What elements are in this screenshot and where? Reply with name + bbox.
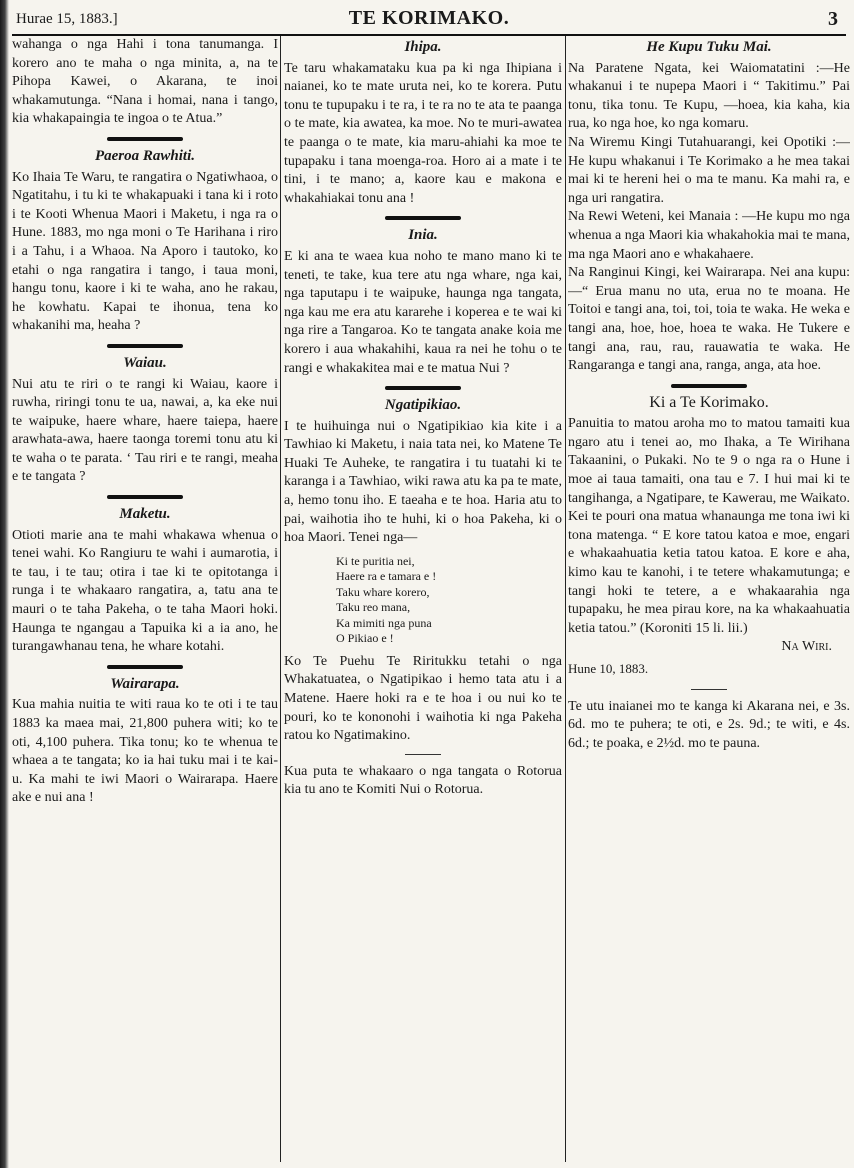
notice-date: Hune 10, 1883. <box>568 661 649 676</box>
section-title-inia: Inia. <box>408 227 438 244</box>
section-divider <box>12 493 278 501</box>
section-divider <box>12 663 278 671</box>
lament-poem <box>336 554 562 647</box>
article-paeroa-rawhiti: Ko Ihaia Te Waru, te rangatira o Ngatiwhaoa, o Ngatitahu, i tu ki te whakapuaki i tana ki i roto i te Kooti Whenua Maori i Maketu, i nga ra o Hune. 1883, mo nga moni o Te Harihana i riro i a Tahu, i a Whaoa. Na Aporo i tautoko, ko etahi o nga rangatira i tango, i taua moni, hangu tonu, kaore i ki te waha, ano he rakau, he kowhatu. Kapai te ihonua, tena ko whakanihi ma, heaha ? <box>12 169 278 334</box>
column-3 <box>568 36 850 1162</box>
section-divider <box>12 342 278 350</box>
letter-paratene-ngata: Na Paratene Ngata, kei Waiomatatini :—He whakanui i te nupepa Maori i “ Takitimu.” Pai tonu, tika tonu. Te Kupu, —hoea, kia kaha, kia rua, ko nga hoe, ko nga komaru. <box>568 60 850 132</box>
section-divider <box>12 135 278 143</box>
article-ngatipikiao-cont: Ko Te Puehu Te Riritukku tetahi o nga Whakatuatea, o Ngatipikao i hemo tata atu i a Matene. Haere hoki ra e te hoa i ou nui ko te pouri, ko te kononohi i waihotia ki nga Pakeha ratou ko Ngatimakino. <box>284 653 562 744</box>
notice-mourning: Panuitia to matou aroha mo to matou tamaiti kua ngaro atu i tenei ao, mo Ihaka, a Te Wirihana Takaanini, o Pukaki. No te 9 o nga ra o Hune i moe ai taua tamaiti, ona tau e 7. I hui mai ki te tangihanga, a Ngatipare, te Kawerau, me Waikato. Kei te pouri ona matua whanaunga me tona iwi ki tona matenga. “ E kore tatou katoa e moe, engari e whakaahuatia ketia tatou katoa. E kore e aha, kimo kau te kanohi, i te tetere whakamutunga; e tangi hoki te tetere, a e whakaarahia nga tupapaku, he mea pirau kore, na ka whakaahuatia ketia tatou.” (Koroniti 15 li. lii.) <box>568 416 850 636</box>
market-prices: Te utu inaianei mo te kanga ki Akarana nei, e 3s. 6d. mo te puhera; te oti, e 2s. 9d.; te witi, e 4s. 6d.; te poaka, e 2½d. mo te pauna. <box>568 698 850 751</box>
section-title-he-kupu-tuku-mai: He Kupu Tuku Mai. <box>646 39 772 55</box>
page-number: 3 <box>828 8 838 30</box>
notice-signature: Na Wiri. <box>781 639 832 655</box>
section-title-ngatipikiao: Ngatipikiao. <box>384 397 462 414</box>
article-ngatipikiao: I te huihuinga nui o Ngatipikiao kia kite i a Tawhiao ki Maketu, i naia tata nei, ko Matene Te Huaki Te Auheke, te rangatira i tu tuatahi ki te karanga i a Tawhiao, wiki rawa atu ka pa te mate, a, hemo tonu iho. E taeaha e te hoa. Haria atu to pai, waihotia iho te huhi, ki o hoa Pakeha, ki o hoa Maori. Tenei nga— <box>284 418 562 546</box>
short-divider <box>691 689 727 690</box>
poem-line: Ka mimiti nga puna <box>336 615 432 630</box>
poem-line: Taku whare korero, <box>336 584 430 599</box>
section-title-ihipa: Ihipa. <box>404 39 442 55</box>
article-wairarapa: Kua mahia nuitia te witi raua ko te oti i te tau 1883 ka maea mai, 21,800 puhera witi; ko te oti, 4,100 puhera. Tika tonu; ko te whenua te whaea a te tangata; ko ia hai tuku mai i te kai-u. Ka mahi te iwi Maori o Wairarapa. Haere ake e nui ana ! <box>12 697 278 806</box>
article-maketu: Otioti marie ana te mahi whakawa whenua o tenei wahi. Ko Rangiuru te wahi i aumarotia, i te tau, i te tau; otira i tae ki te opitotanga i runga i te whakaaro rangatira, a, tatu ana te mauri o te taha Pakeha, o te taha Maori hoki. Haunga te ngangau a Tapuika ki a ia ano, he turangawhanau tena, he whare kotahi. <box>12 527 278 655</box>
column-1 <box>12 36 278 1162</box>
page-header <box>12 4 846 36</box>
section-title-paeroa-rawhiti: Paeroa Rawhiti. <box>94 147 195 164</box>
article-rotorua-committee: Kua puta te whakaaro o nga tangata o Rotorua kia tu ano te Komiti Nui o Rotorua. <box>284 763 562 798</box>
poem-line: O Pikiao e ! <box>336 631 394 646</box>
section-title-maketu: Maketu. <box>119 506 171 523</box>
column-divider <box>280 36 281 1162</box>
poem-line: Haere ra e tamara e ! <box>336 569 437 584</box>
section-divider <box>284 214 562 222</box>
short-divider <box>405 754 441 755</box>
letter-ranginui-kingi: Na Ranginui Kingi, kei Wairarapa. Nei ana kupu:—“ Erua manu no uta, erua no te moana. He Toitoi e tangi ana, toi, toi, toia te waka. He weka e tangi ana, hoe, hoe, hoea te waka. He Tukere e tangi ana, rau, rau, rauawatia te waka. He Rangaranga e tangi ana, ranga, anga, ata hoe. <box>568 265 850 374</box>
poem-line: Taku reo mana, <box>336 600 411 615</box>
letter-wiremu-kingi: Na Wiremu Kingi Tutahuarangi, kei Opotiki :—He kupu whakanui i Te Korimako a he mea takai mai ki te hereni hei o ma te manu. Ka mahi ra, e nga uri rangatira. <box>568 134 850 206</box>
page-binding-shadow <box>0 0 9 1168</box>
section-title-waiau: Waiau. <box>123 354 167 371</box>
article-waiau: Nui atu te riri o te rangi ki Waiau, kaore i ruwha, riringi tonu te ua, nawai, a, ka eke nui te waipuke, haere whare, haere taiepa, haere arawhata-awa, haere taonga toremi tonu atu ki te waha o te parata. ‘ Tau riri e te rangi, meaha e te tangata ? <box>12 376 278 485</box>
column-2 <box>284 36 562 1162</box>
article-continuation: wahanga o nga Hahi i tona tanumanga. I korero ano te maha o nga minita, a, na te Pihopa Kawei, o Akarana, te inoi whakamutunga. “Nana i homai, nana i tango, kia whakapaingia te ingoa o te Atua.” <box>12 37 278 127</box>
section-divider <box>284 384 562 392</box>
section-divider <box>568 382 850 390</box>
issue-date: Hurae 15, 1883.] <box>16 11 118 27</box>
letter-rewi-weteni: Na Rewi Weteni, kei Manaia : —He kupu mo nga whenua a nga Maori kia whakahokia mai te mana, ma nga Maori ano e whakahaere. <box>568 209 850 262</box>
section-title-wairarapa: Wairarapa. <box>110 675 180 692</box>
column-divider <box>565 36 566 1162</box>
section-title-ki-a-te-korimako: Ki a Te Korimako. <box>649 393 769 411</box>
newspaper-title: TE KORIMAKO. <box>348 7 510 29</box>
poem-line: Ki te puritia nei, <box>336 553 415 568</box>
article-inia: E ki ana te waea kua noho te mano mano ki te teneti, te take, kua tere atu nga whare, nga kai, nga taputapu i te waipuke, haunga nga tangata, nga kau me era atu kararehe i koperea e te wai ki nga rire a Tangaroa. Ko te tangata anake koia me korero i aua whakahihi, kaua ra nei he tohu o te rangi e whakakitea mai e te matua Nui ? <box>284 248 562 376</box>
article-ihipa: Te taru whakamataku kua pa ki nga Ihipiana i naianei, ko te mate uruta nei, ko te korera. Putu tonu te tupupaku i te ra, i te ra no te ata te paanga o te mate, kia awatea, ka moe. No te muri-awatea te paanga o te mate, kia maru-ahiahi ka moe te tupapaku i tana moenga-roa. Horo ai a mate i te tini, i te mano; a, kaore kau e makona e whakahiakai tonu ana ! <box>284 60 562 206</box>
